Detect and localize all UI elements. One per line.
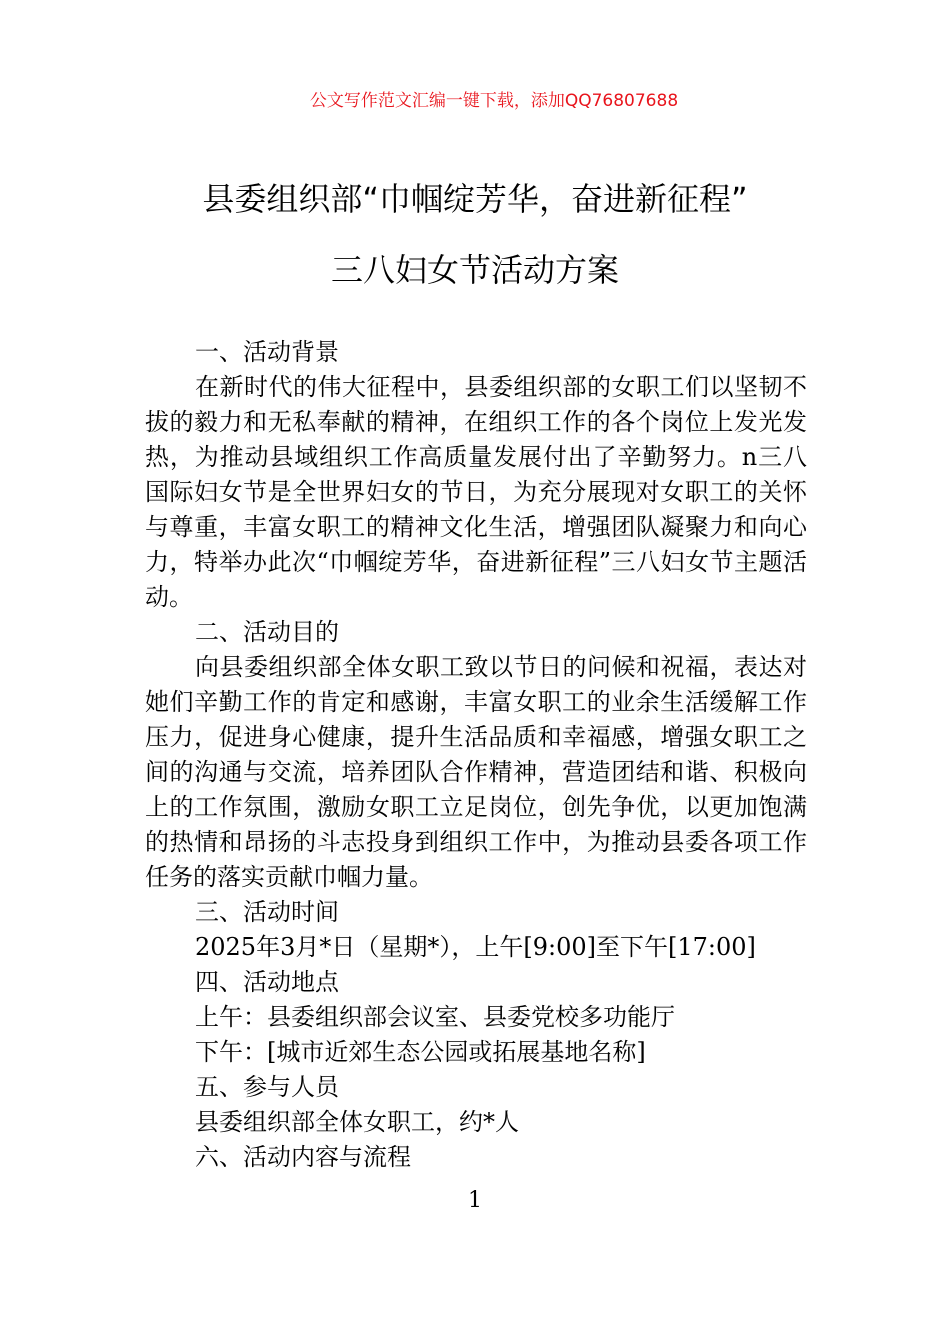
section-text-purpose: 向县委组织部全体女职工致以节日的问候和祝福，表达对她们辛勤工作的肯定和感谢，丰富女职工的业余生活缓解工作压力，促进身心健康，提升生活品质和幸福感，增强女职工之间的沟通与交流，培养团队合作精神，营造团结和谐、积极向上的工作氛围，激励女职工立足岗位，创先争优，以更加饱满的热情和昂扬的斗志投身到组织工作中，为推动县委各项工作任务的落实贡献巾帼力量。 bbox=[145, 653, 807, 891]
location-morning: 上午：县委组织部会议室、县委党校多功能厅 bbox=[195, 1003, 675, 1031]
download-banner: 公文写作范文汇编一键下载，添加QQ76807688 bbox=[309, 91, 679, 111]
document-body bbox=[145, 335, 807, 1175]
section-heading-location: 四、活动地点 bbox=[195, 968, 339, 996]
section-heading-participants: 五、参与人员 bbox=[195, 1073, 339, 1101]
section-heading-background: 一、活动背景 bbox=[195, 338, 339, 366]
section-text-participants: 县委组织部全体女职工，约*人 bbox=[195, 1108, 519, 1136]
section-text-background: 在新时代的伟大征程中，县委组织部的女职工们以坚韧不拔的毅力和无私奉献的精神，在组织工作的各个岗位上发光发热，为推动县域组织工作高质量发展付出了辛勤努力。n三八国际妇女节是全世界妇女的节日，为充分展现对女职工的关怀与尊重，丰富女职工的精神文化生活，增强团队凝聚力和向心力，特举办此次“巾帼绽芳华，奋进新征程”三八妇女节主题活动。 bbox=[145, 373, 807, 611]
document-title-line1: 县委组织部“巾帼绽芳华，奋进新征程” bbox=[202, 180, 748, 218]
section-text-time: 2025年3月*日（星期*），上午[9:00]至下午[17:00] bbox=[195, 933, 756, 961]
document-title-line2: 三八妇女节活动方案 bbox=[330, 251, 619, 289]
section-heading-content: 六、活动内容与流程 bbox=[195, 1143, 411, 1171]
section-heading-purpose: 二、活动目的 bbox=[195, 618, 339, 646]
section-heading-time: 三、活动时间 bbox=[195, 898, 339, 926]
page-number: 1 bbox=[468, 1188, 482, 1213]
location-afternoon: 下午：[城市近郊生态公园或拓展基地名称] bbox=[195, 1038, 646, 1066]
